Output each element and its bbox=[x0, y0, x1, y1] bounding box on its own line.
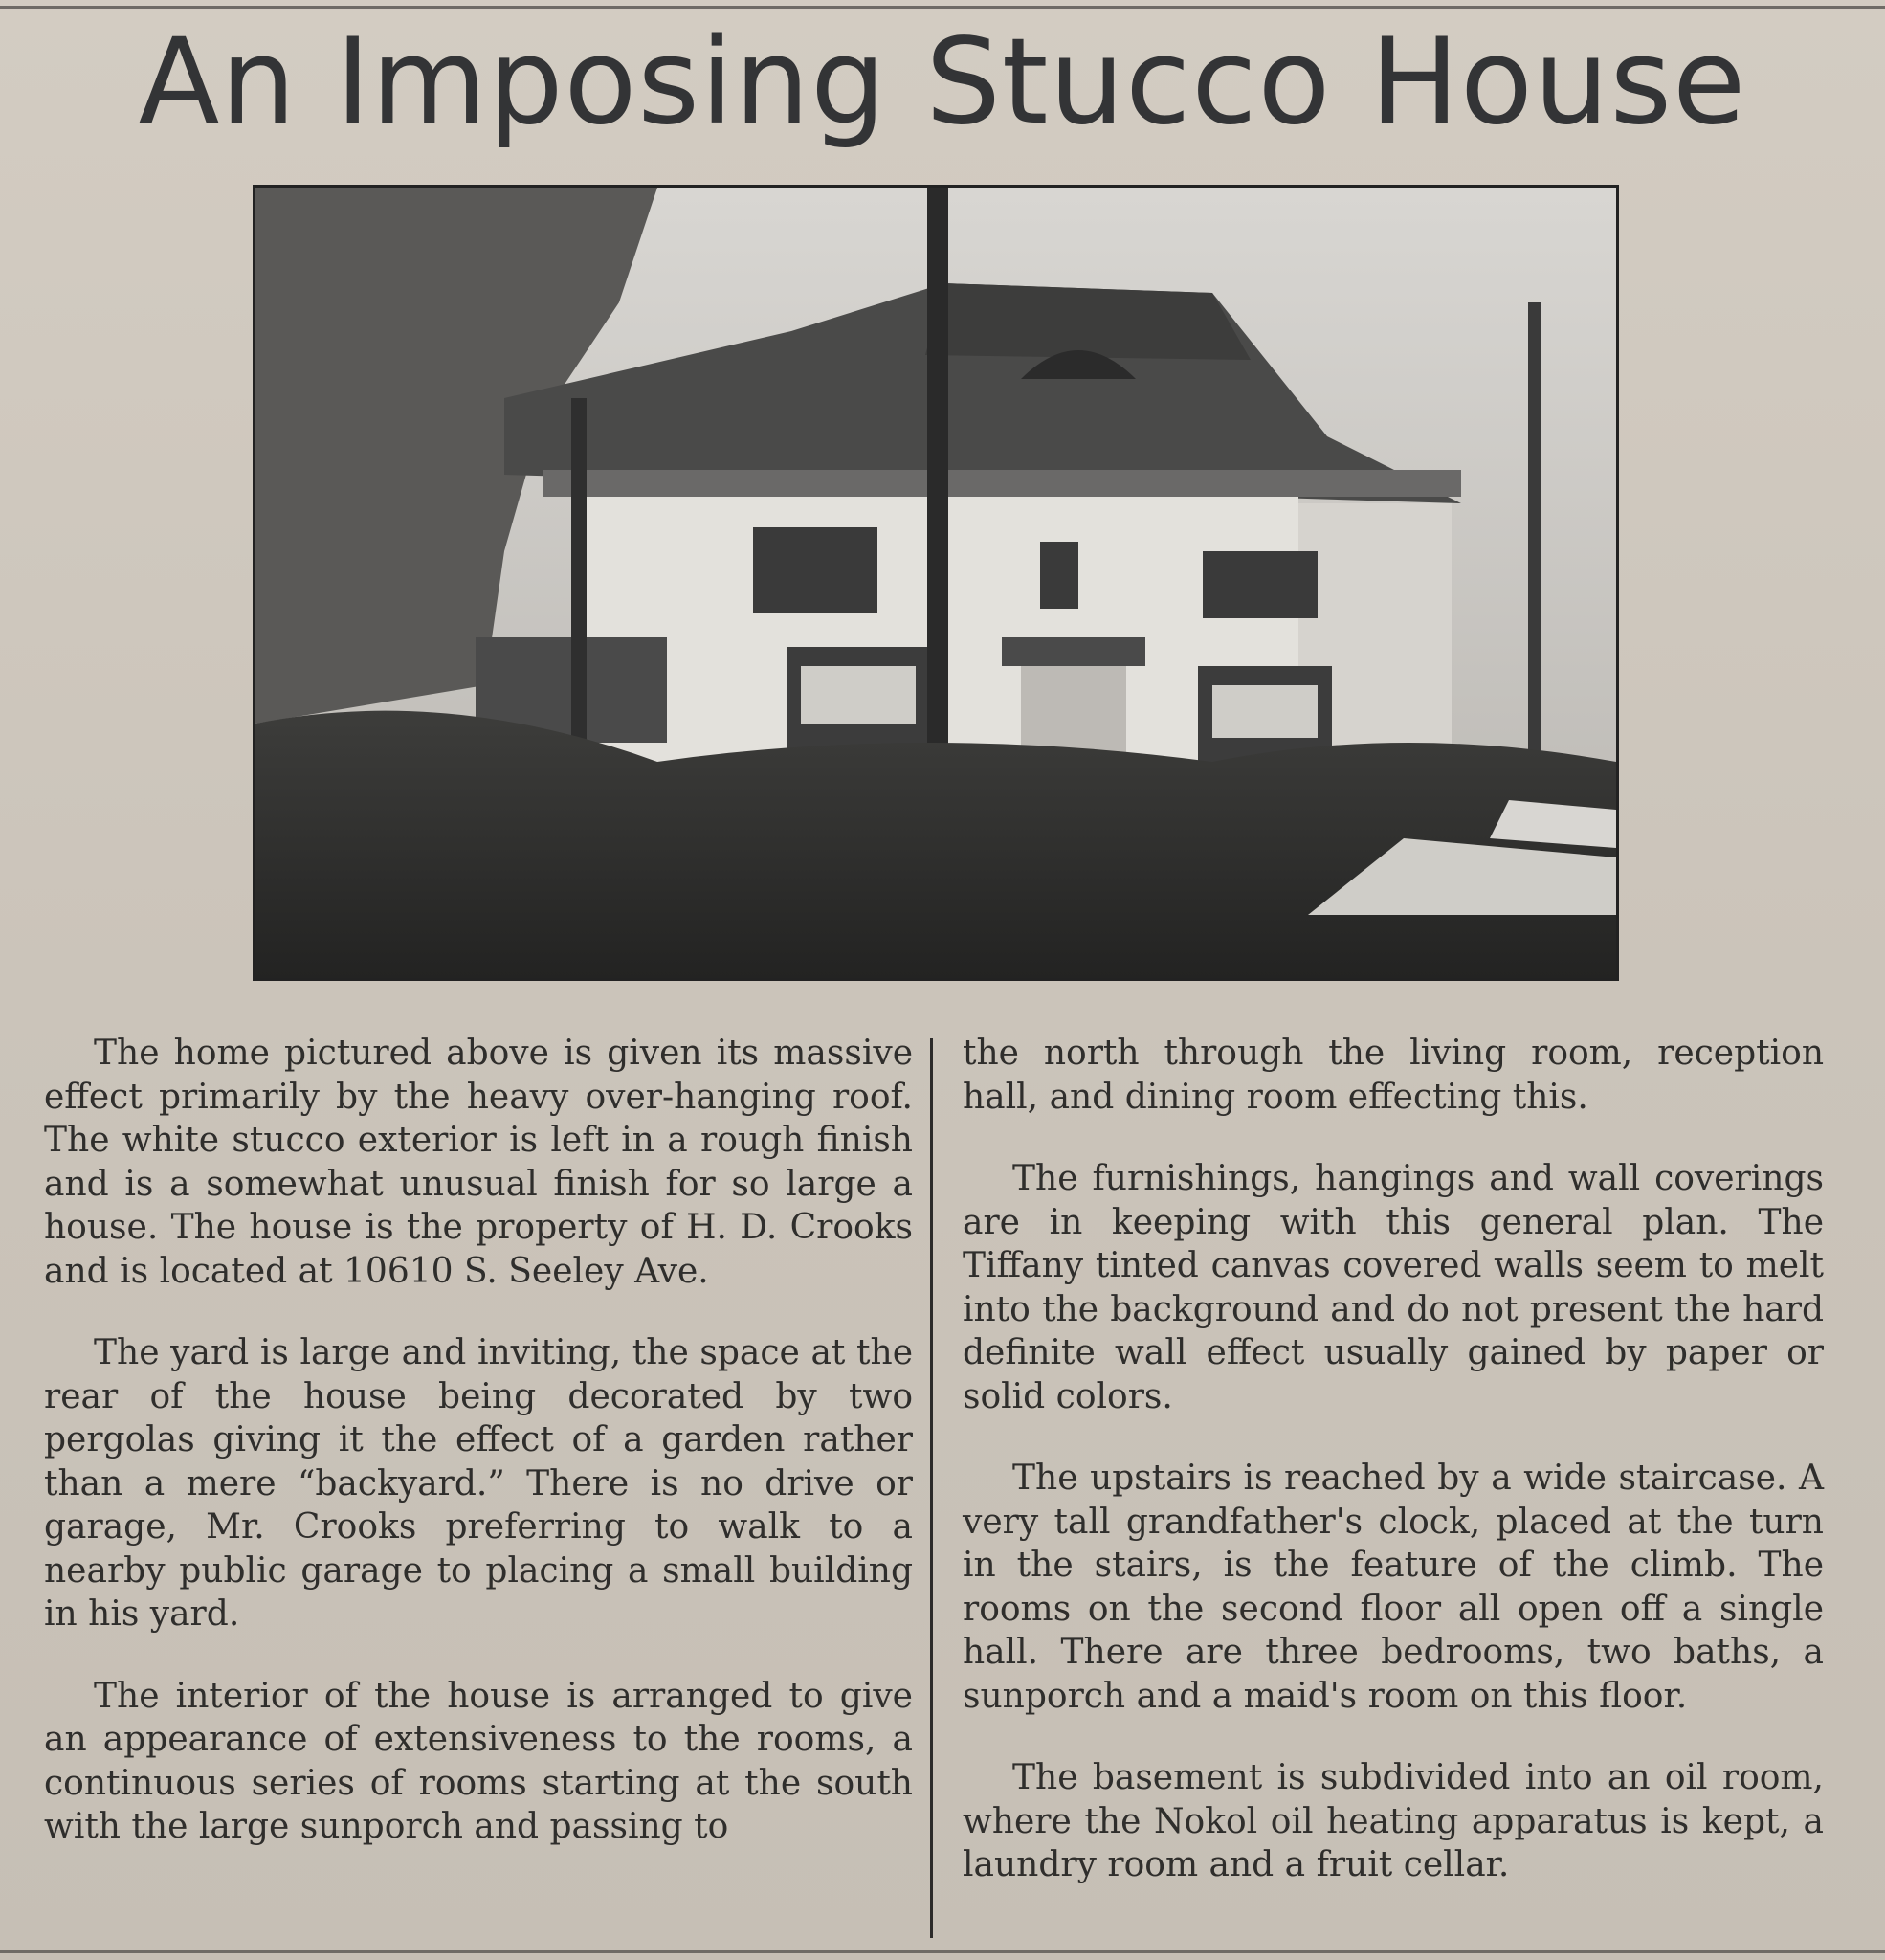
bottom-rule bbox=[0, 1950, 1885, 1953]
column-divider bbox=[930, 1038, 933, 1938]
paragraph: The furnishings, hangings and wall coverings are in keeping with this general plan. The Tiffany tinted canvas covered walls seem to melt into the background and do not present the hard definite wall effect usually gained by paper or solid colors. bbox=[963, 1159, 1824, 1416]
paragraph: The yard is large and inviting, the space at the rear of the house being decorated by two pergolas giving it the effect of a garden rather than a mere “backyard.” There is no drive or garage, Mr. Crooks preferring to walk to a nearby public garage to placing a small building in his yard. bbox=[44, 1333, 913, 1634]
article-title: An Imposing Stucco House bbox=[138, 13, 1747, 151]
paragraph: The interior of the house is arranged to give an appearance of extensiveness to the rooms, a continuous series of rooms starting at the south with the large sunporch and passing to bbox=[44, 1676, 913, 1846]
top-rule bbox=[0, 6, 1885, 9]
paragraph: the north through the living room, reception hall, and dining room effecting this. bbox=[963, 1034, 1824, 1117]
right-column bbox=[963, 1032, 1824, 1887]
house-photograph-icon bbox=[255, 188, 1616, 978]
paragraph: The basement is subdivided into an oil room, where the Nokol oil heating apparatus is kept, a laundry room and a fruit cellar. bbox=[963, 1758, 1824, 1884]
paragraph: The home pictured above is given its massive effect primarily by the heavy over-hanging roof. The white stucco exterior is left in a rough finish and is a somewhat unusual finish for so large a house. The house is the property of H. D. Crooks and is located at 10610 S. Seeley Ave. bbox=[44, 1034, 913, 1291]
paragraph: The upstairs is reached by a wide staircase. A very tall grandfather's clock, placed at the turn in the stairs, is the feature of the climb. The rooms on the second floor all open off a single hall. There are three bedrooms, two baths, a sunporch and a maid's room on this floor. bbox=[963, 1459, 1824, 1716]
left-column bbox=[44, 1032, 913, 1849]
house-photograph bbox=[253, 185, 1619, 981]
